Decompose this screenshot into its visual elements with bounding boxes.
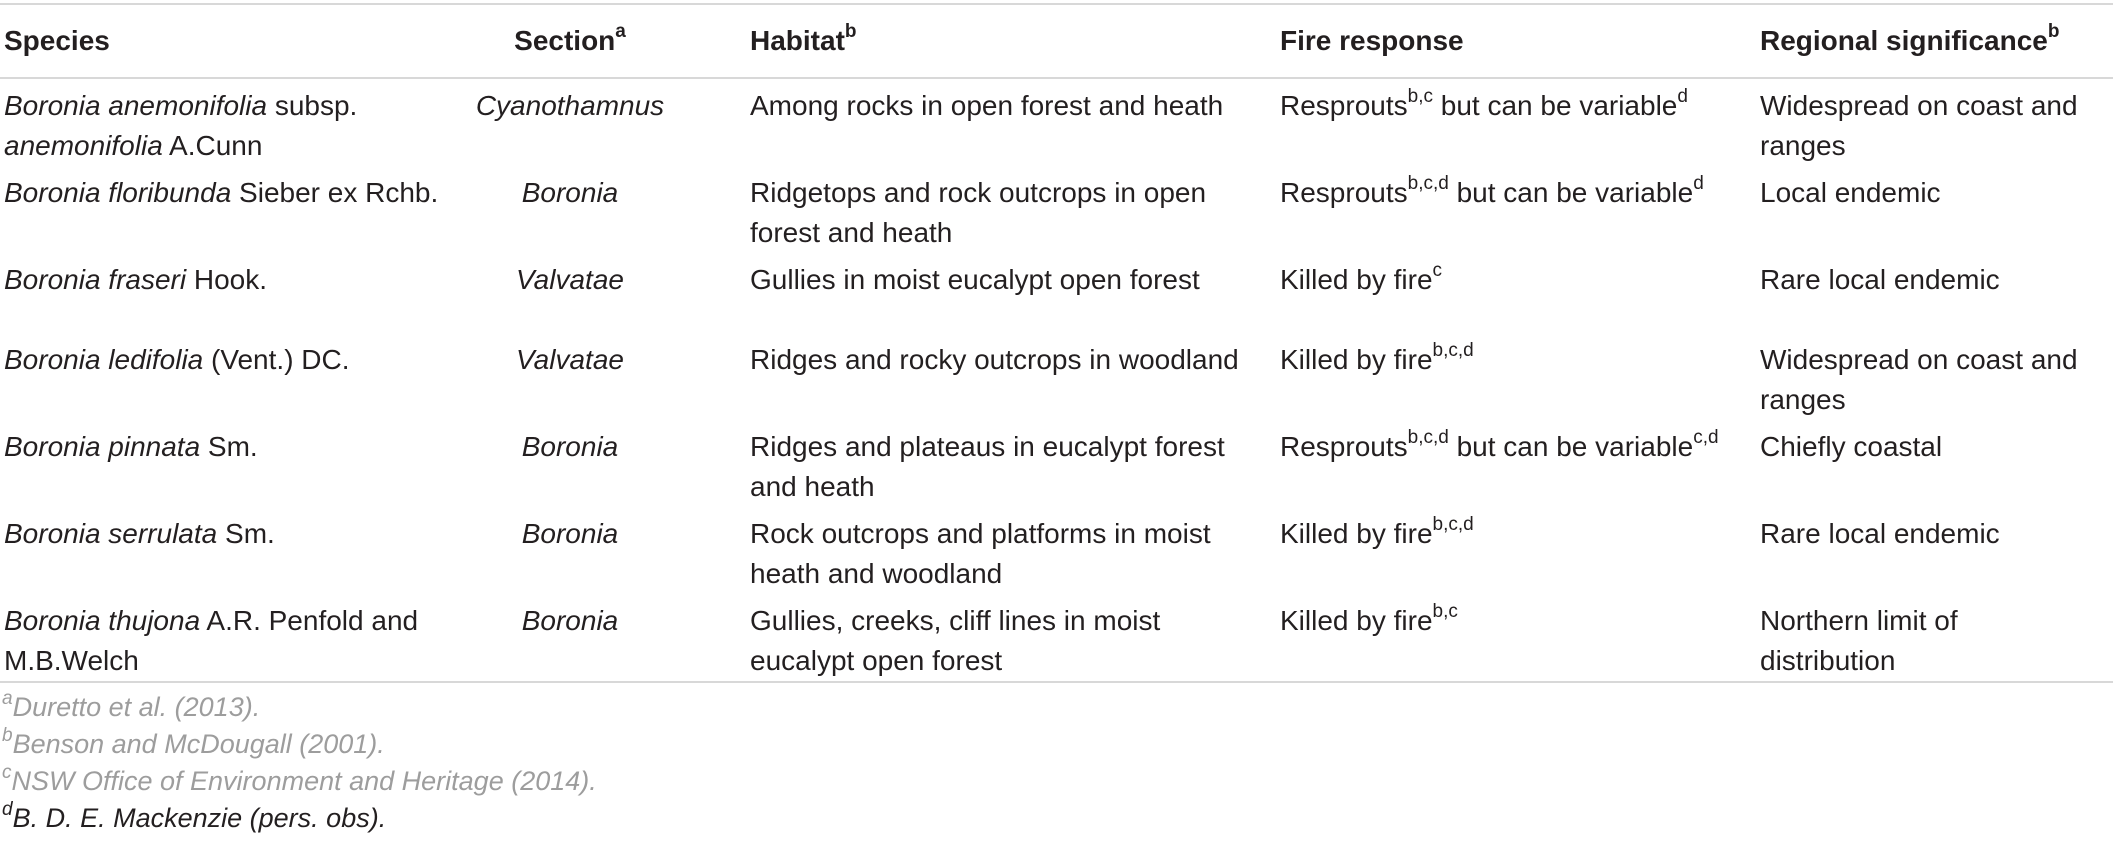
cell-habitat: Ridges and rocky outcrops in woodland: [750, 344, 1239, 375]
cell-habitat: Ridges and plateaus in eucalypt forest and heath: [750, 431, 1225, 502]
table-row: [0, 594, 2113, 682]
footnote-c-link[interactable]: $^c$NSW Office of Environment and Heritage (2014).: [2, 762, 597, 796]
cell-fire-response: Resprouts$^{b,c,d}$ but can be variable$^d$: [1280, 172, 1704, 208]
cell-fire-response: Killed by fire$^{b,c}$: [1280, 600, 1458, 636]
table-row: [0, 507, 2113, 594]
table-header-row: [0, 4, 2113, 78]
cell-fire-response: Killed by fire$^{b,c,d}$: [1280, 513, 1474, 549]
cell-section: Boronia: [521, 518, 619, 549]
table-row: [0, 166, 2113, 253]
cell-section: Valvatae: [516, 344, 624, 375]
cell-fire-response: Resprouts$^{b,c}$ but can be variable$^d$: [1280, 85, 1688, 121]
cell-species: Boronia ledifolia (Vent.) DC.: [4, 344, 350, 375]
cell-section: Valvatae: [516, 264, 624, 295]
cell-section: Boronia: [521, 177, 619, 208]
cell-species: Boronia fraseri Hook.: [4, 264, 268, 295]
header-regional-significance: Regional significance$^b$: [1760, 20, 2060, 56]
header-section: Section$^a$: [514, 20, 626, 56]
cell-species: Boronia serrulata Sm.: [4, 518, 275, 549]
cell-species: Boronia anemonifolia subsp. anemonifolia A.Cunn: [4, 90, 358, 161]
cell-regional-significance: Local endemic: [1760, 177, 1941, 208]
cell-habitat: Gullies in moist eucalypt open forest: [750, 264, 1200, 295]
cell-species: Boronia pinnata Sm.: [4, 431, 258, 462]
cell-regional-significance: Chiefly coastal: [1760, 431, 1943, 462]
table-row: [0, 420, 2113, 507]
cell-fire-response: Killed by fire$^{b,c,d}$: [1280, 339, 1474, 375]
header-species: Species: [4, 25, 110, 56]
table-row: [0, 253, 2113, 333]
cell-habitat: Among rocks in open forest and heath: [750, 90, 1224, 121]
species-table: [0, 3, 2113, 683]
cell-species: Boronia thujona A.R. Penfold and M.B.Welch: [4, 605, 419, 676]
header-habitat: Habitat$^b$: [750, 20, 857, 56]
cell-regional-significance: Widespread on coast and ranges: [1760, 90, 2078, 161]
table-row: [0, 333, 2113, 420]
cell-section: Cyanothamnus: [475, 90, 665, 121]
cell-species: Boronia floribunda Sieber ex Rchb.: [4, 177, 439, 208]
header-region-footnote-mark: b: [2047, 20, 2060, 42]
cell-regional-significance: Rare local endemic: [1760, 518, 2000, 549]
cell-regional-significance: Northern limit of distribution: [1760, 605, 1958, 676]
cell-fire-response: Resprouts$^{b,c,d}$ but can be variable$^{c,d}$: [1280, 426, 1719, 462]
cell-regional-significance: Rare local endemic: [1760, 264, 2000, 295]
footnote-b-link[interactable]: $^b$Benson and McDougall (2001).: [2, 725, 385, 759]
cell-habitat: Rock outcrops and platforms in moist heath and woodland: [750, 518, 1211, 589]
cell-section: Boronia: [521, 605, 619, 636]
cell-habitat: Gullies, creeks, cliff lines in moist eucalypt open forest: [750, 605, 1161, 676]
footnote-a-link[interactable]: $^a$Duretto et al. (2013).: [2, 688, 261, 722]
footnote-d: $^d$B. D. E. Mackenzie (pers. obs).: [2, 799, 387, 833]
header-habitat-footnote-mark: b: [844, 20, 857, 42]
header-fire-response: Fire response: [1280, 25, 1464, 56]
header-section-footnote-mark: a: [615, 20, 626, 42]
cell-fire-response: Killed by fire$^c$: [1280, 259, 1443, 295]
table-footnotes: [0, 689, 2113, 837]
cell-habitat: Ridgetops and rock outcrops in open forest and heath: [750, 177, 1207, 248]
cell-section: Boronia: [521, 431, 619, 462]
table-row: [0, 78, 2113, 166]
cell-regional-significance: Widespread on coast and ranges: [1760, 344, 2078, 415]
